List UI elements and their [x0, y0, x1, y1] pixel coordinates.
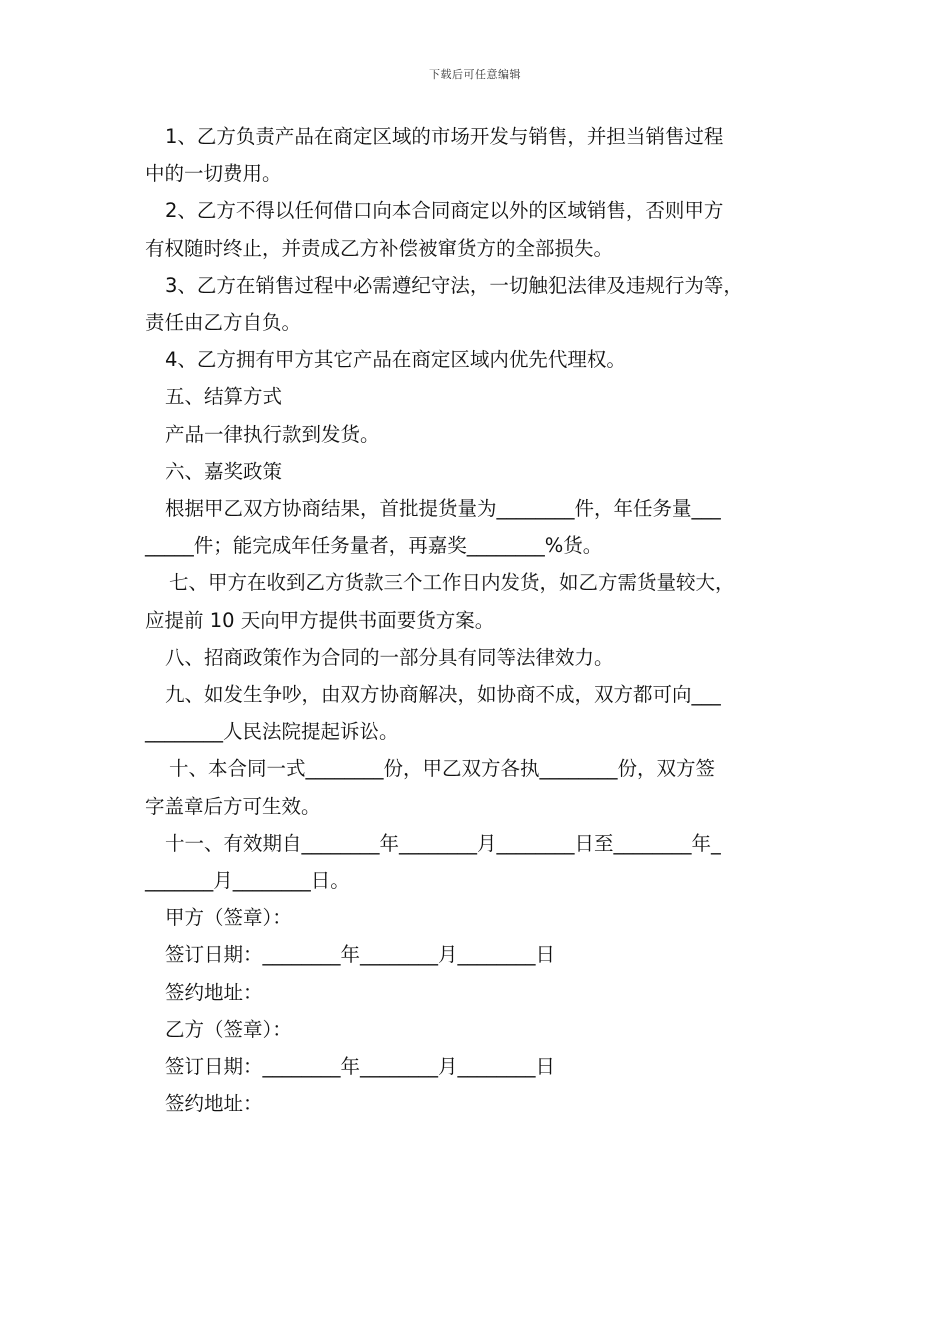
- clause-line: 十、本合同一式________份，甲乙双方各执________份，双方签: [169, 757, 716, 781]
- party-a-signature: 甲方（签章）：: [165, 906, 292, 930]
- clause-line: 十一、有效期自________年________月________日至________年_: [165, 831, 721, 855]
- clause-line: 产品一律执行款到发货。: [165, 422, 380, 446]
- contract-body: [145, 118, 813, 1122]
- clause-line: 2、乙方不得以任何借口向本合同商定以外的区域销售，否则甲方: [165, 199, 724, 223]
- party-b-sign-date: 签订日期：________年________月________日: [165, 1055, 556, 1079]
- clause-line: 有权随时终止，并责成乙方补偿被窜货方的全部损失。: [145, 236, 614, 260]
- clause-line: 1、乙方负责产品在商定区域的市场开发与销售，并担当销售过程: [165, 125, 724, 148]
- section-heading: 六、嘉奖政策: [165, 459, 283, 483]
- party-a-address: 签约地址：: [165, 980, 263, 1004]
- section-heading: 五、结算方式: [165, 385, 283, 409]
- clause-line: 八、招商政策作为合同的一部分具有同等法律效力。: [165, 645, 614, 669]
- clause-line: 4、乙方拥有甲方其它产品在商定区域内优先代理权。: [165, 348, 626, 372]
- clause-line: 责任由乙方自负。: [145, 311, 302, 335]
- clause-line: 字盖章后方可生效。: [145, 794, 321, 818]
- party-a-sign-date: 签订日期：________年________月________日: [165, 943, 556, 967]
- clause-line: ________人民法院提起诉讼。: [145, 720, 399, 744]
- clause-line: 3、乙方在销售过程中必需遵纪守法，一切触犯法律及违规行为等，: [165, 273, 743, 297]
- clause-line: _______月________日。: [145, 869, 350, 893]
- page-header-note: 下载后可任意编辑: [429, 68, 521, 81]
- clause-line: 九、如发生争吵，由双方协商解决，如协商不成，双方都可向___: [165, 683, 721, 707]
- clause-line: 中的一切费用。: [145, 162, 282, 186]
- clause-line: 七、甲方在收到乙方货款三个工作日内发货，如乙方需货量较大，: [169, 571, 735, 595]
- clause-line: 根据甲乙双方协商结果，首批提货量为________件，年任务量___: [165, 497, 721, 521]
- clause-line: _____件；能完成年任务量者，再嘉奖________%货。: [145, 534, 603, 558]
- party-b-address: 签约地址：: [165, 1092, 263, 1116]
- clause-line: 应提前 10 天向甲方提供书面要货方案。: [145, 608, 495, 632]
- party-b-signature: 乙方（签章）：: [165, 1017, 292, 1041]
